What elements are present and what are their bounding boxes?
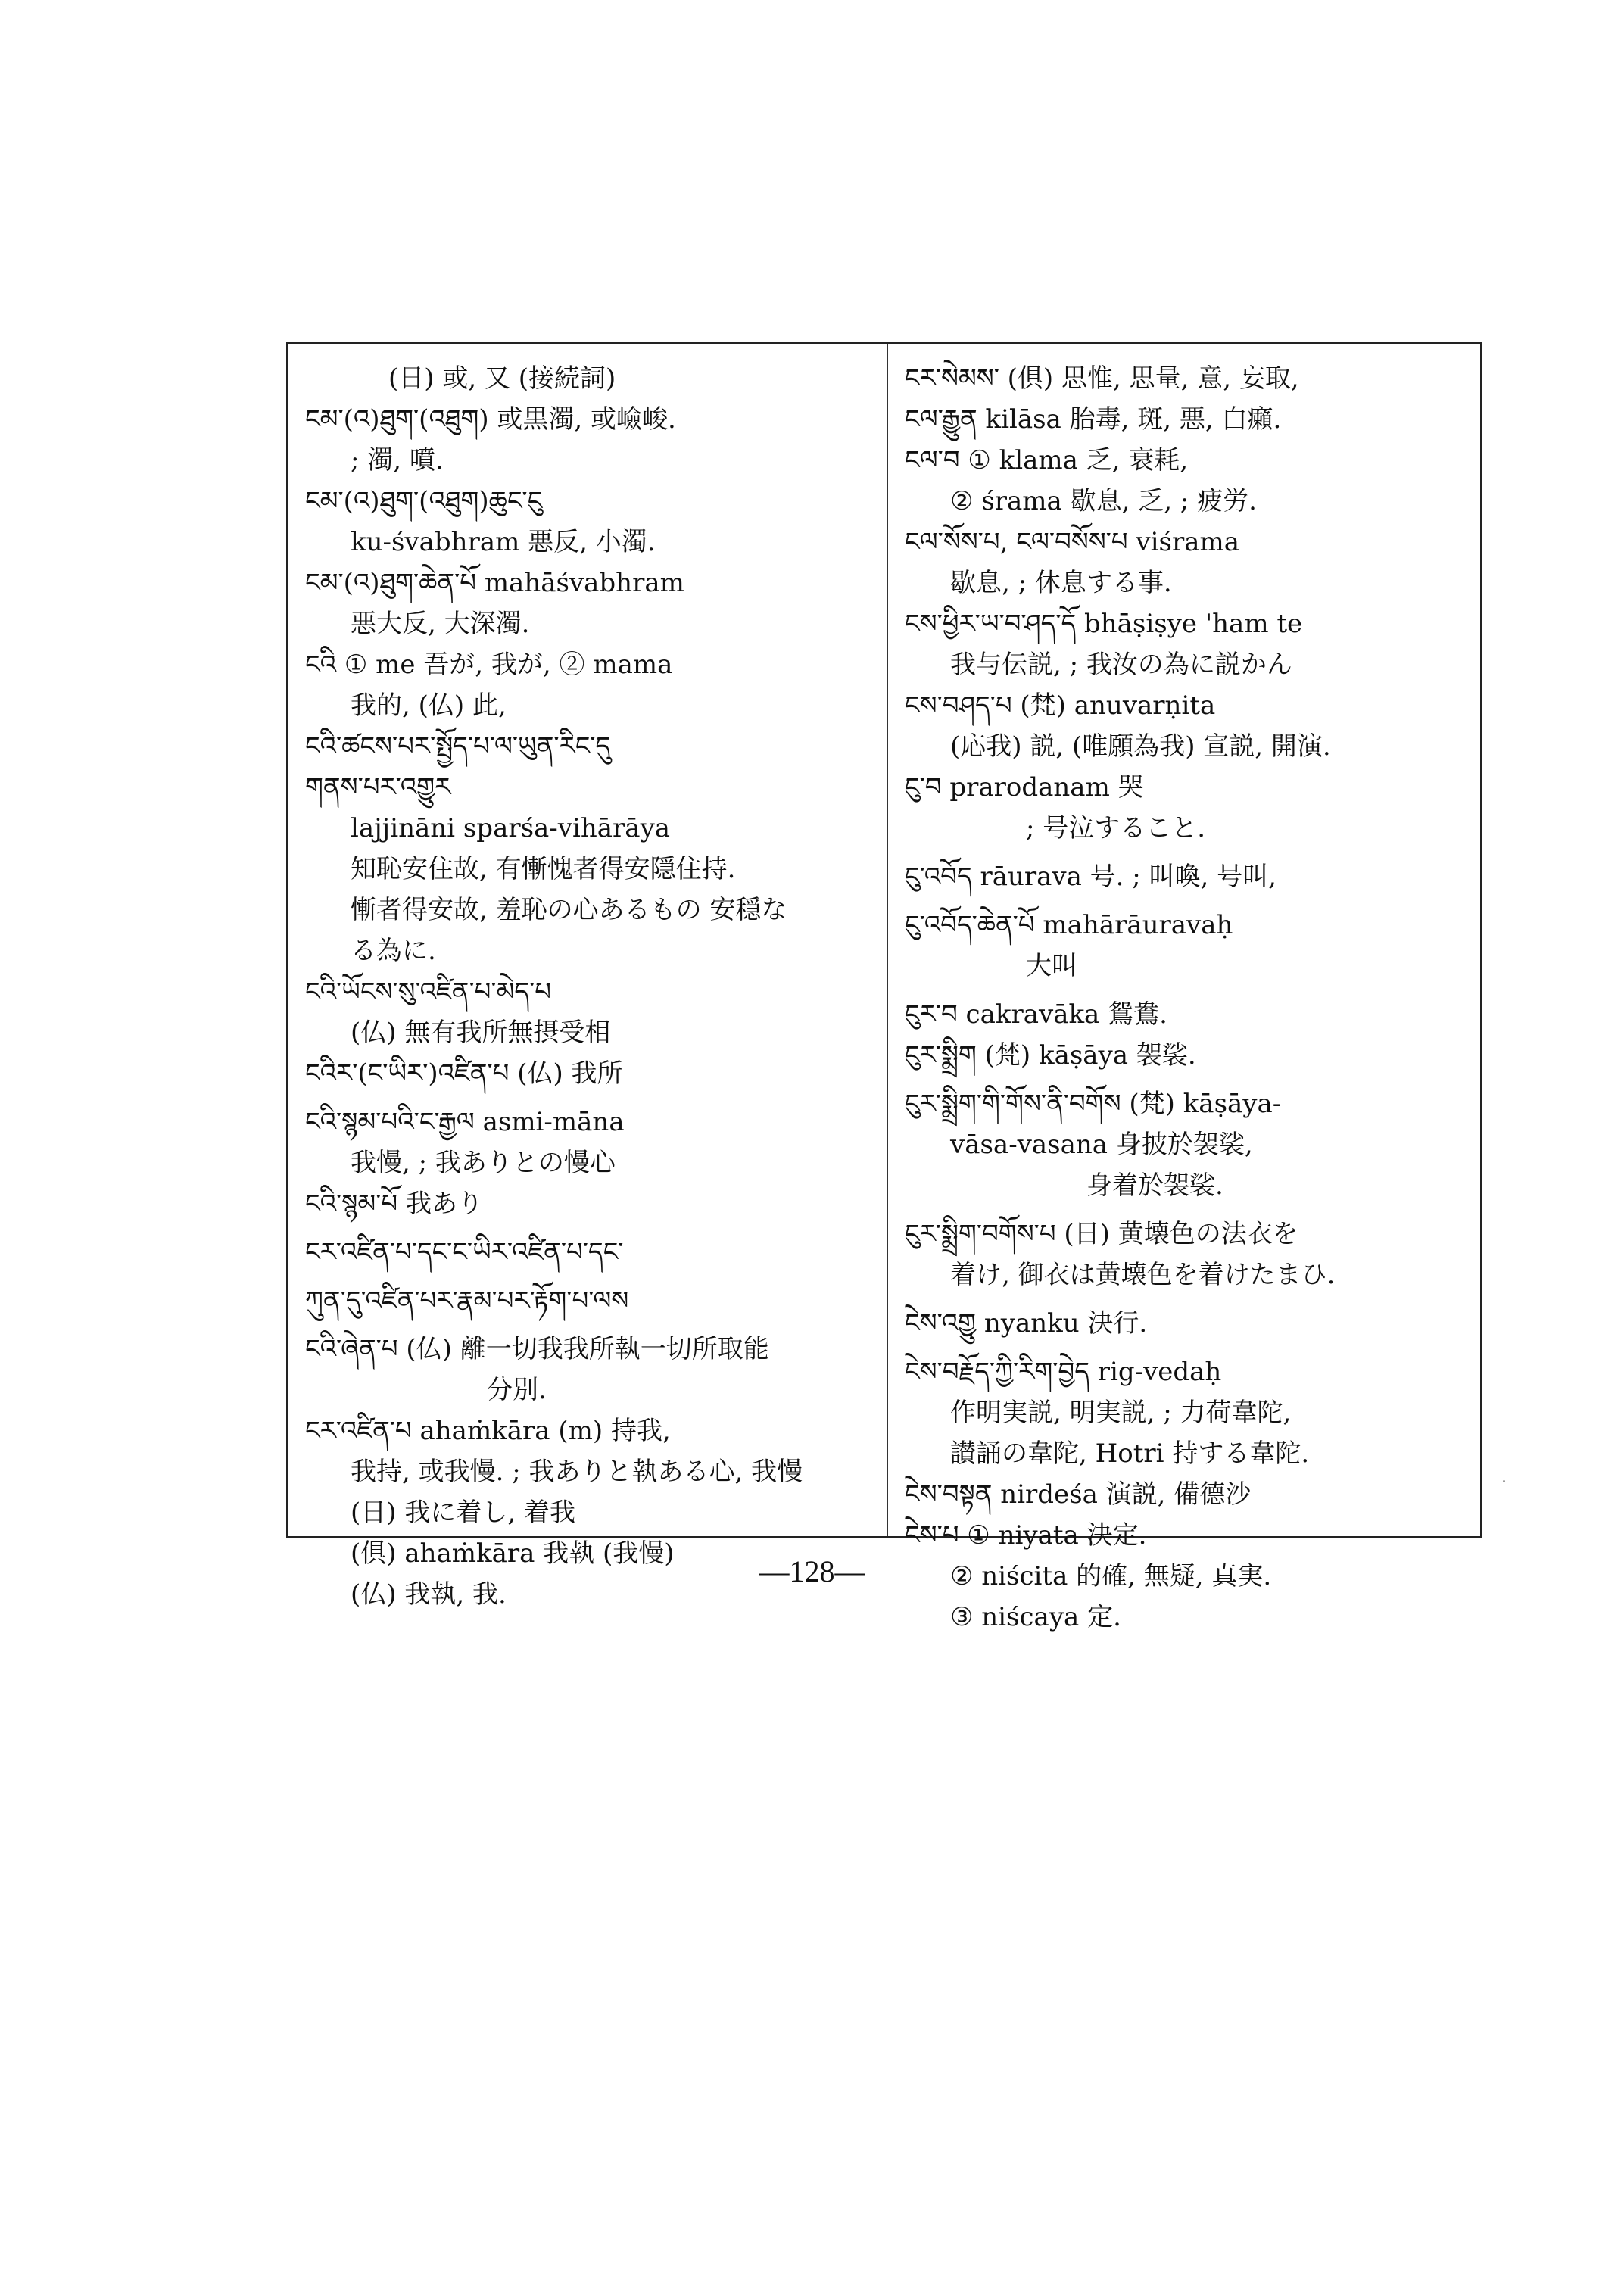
dictionary-line: 我与伝説, ; 我汝の為に説かん: [950, 650, 1292, 680]
dictionary-line: ; 号泣すること.: [1026, 813, 1206, 843]
dictionary-line: ② niścita 的確, 無疑, 真実.: [950, 1561, 1272, 1591]
dictionary-line: ངལ་བ ① klama 乏, 衰耗,: [905, 445, 1189, 475]
dictionary-line: ངའི་སྙམ་པོ 我あり: [305, 1189, 484, 1219]
dictionary-line: ངར་འཛིན་པ་དང་ང་ཡིར་འཛིན་པ་དང་: [305, 1237, 624, 1267]
dictionary-line: ངེས་འགྱུ nyanku 決行.: [905, 1308, 1148, 1339]
dictionary-line: ② śrama 歇息, 乏, ; 疲労.: [950, 486, 1257, 516]
dictionary-line: ངའི་ཞེན་པ (仏) 離一切我我所執一切所取能: [305, 1334, 769, 1364]
dictionary-line: ངའི་ཡོངས་སུ་འཛིན་པ་མེད་པ: [305, 977, 552, 1007]
dictionary-line: གནས་པར་འགྱུར: [305, 772, 451, 803]
dictionary-line: ངུར་སྨྲིག་གི་གོས་ནི་བགོས (梵) kāṣāya-: [905, 1089, 1282, 1119]
dictionary-line: 身着於袈裟.: [1086, 1170, 1223, 1201]
dictionary-line: ངར་སེམས་ (俱) 思惟, 思量, 意, 妄取,: [905, 363, 1299, 394]
scan-speck: [1503, 1480, 1505, 1482]
dictionary-line: ངའིར་(ང་ཡིར་)འཛིན་པ (仏) 我所: [305, 1058, 623, 1089]
dictionary-line: lajjināni sparśa-vihārāya: [351, 813, 671, 843]
dictionary-line: ངམ་(འ)ཐུག་(འཐུག) 或黒濁, 或嶮峻.: [305, 404, 676, 435]
dictionary-line: ངལ་རྒྱུན kilāsa 胎毒, 斑, 悪, 白癩.: [905, 404, 1282, 435]
dictionary-line: 知恥安住故, 有慚愧者得安隠住持.: [351, 854, 736, 884]
dictionary-line: 分別.: [487, 1375, 547, 1405]
dictionary-line: ③ niścaya 定.: [950, 1602, 1121, 1632]
dictionary-line: ངུར་སྨྲིག (梵) kāṣāya 袈裟.: [905, 1040, 1196, 1071]
dictionary-line: ངས་ཕྱིར་ཡ་བ་ཤད་དོ bhāṣiṣye 'ham te: [905, 609, 1303, 639]
dictionary-line: (日) 或, 又 (接続詞): [388, 363, 616, 394]
dictionary-line: 讃誦の韋陀, Hotri 持する韋陀.: [950, 1438, 1310, 1469]
dictionary-line: (仏) 我執, 我.: [351, 1579, 507, 1610]
dictionary-line: る為に.: [351, 936, 436, 966]
dictionary-line: 歇息, ; 休息する事.: [950, 568, 1172, 598]
dictionary-line: ངེས་པ ① niyata 決定.: [905, 1520, 1147, 1551]
dictionary-line: ངུར་བ cakravāka 鴛鴦.: [905, 999, 1167, 1030]
dictionary-line: 着け, 御衣は黄壊色を着けたまひ.: [950, 1260, 1336, 1290]
dictionary-line: vāsa-vasana 身披於袈裟,: [950, 1130, 1253, 1160]
dictionary-line: 悪大反, 大深濁.: [351, 609, 530, 639]
dictionary-line: ངུ་འབོད rāurava 号. ; 叫喚, 号叫,: [905, 862, 1276, 892]
dictionary-line: (仏) 無有我所無摂受相: [351, 1018, 611, 1048]
dictionary-line: (応我) 説, (唯願為我) 宣説, 開演.: [950, 731, 1331, 762]
dictionary-line: ངའི ① me 吾が, 我が, ② mama: [305, 650, 673, 680]
dictionary-line: ངེས་བརྗོད་ཀྱི་རིག་བྱེད rig-vedaḥ: [905, 1357, 1222, 1387]
dictionary-line: ཀུན་དུ་འཛིན་པར་རྣམ་པར་རྟོག་པ་ལས: [305, 1286, 629, 1316]
right-column: [888, 344, 1482, 1632]
dictionary-line: 作明実説, 明実説, ; 力荷韋陀,: [950, 1398, 1292, 1428]
dictionary-line: 大叫: [1026, 951, 1077, 981]
dictionary-line: ངལ་སོས་པ, ངལ་བསོས་པ viśrama: [905, 527, 1239, 557]
dictionary-line: ངུར་སྨྲིག་བགོས་པ (日) 黄壊色の法衣を: [905, 1219, 1298, 1249]
dictionary-line: (俱) ahaṁkāra 我執 (我慢): [351, 1538, 675, 1569]
dictionary-line: ངམ་(འ)ཐུག་(འཐུག)ཆུང་ངུ: [305, 486, 543, 516]
dictionary-line: ངས་བཤད་པ (梵) anuvarṇita: [905, 690, 1216, 721]
page-number: —128—: [759, 1554, 865, 1588]
dictionary-line: ངའི་སྙམ་པའི་ང་རྒྱལ asmi-māna: [305, 1107, 625, 1137]
dictionary-line: ངར་འཛིན་པ ahaṁkāra (m) 持我,: [305, 1416, 671, 1446]
dictionary-line: ངུ་འབོད་ཆེན་པོ mahārāuravaḥ: [905, 910, 1233, 940]
dictionary-line: 我的, (仏) 此,: [351, 690, 507, 721]
dictionary-line: ku-śvabhram 悪反, 小濁.: [351, 527, 656, 557]
dictionary-line: ; 濁, 噴.: [351, 445, 444, 475]
dictionary-line: ངུ་བ prarodanam 哭: [905, 772, 1144, 803]
dictionary-line: ངའི་ཚངས་པར་སྤྱོད་པ་ལ་ཡུན་རིང་དུ: [305, 731, 611, 762]
dictionary-line: 我慢, ; 我ありとの慢心: [351, 1148, 616, 1178]
dictionary-line: ངམ་(འ)ཐུག་ཆེན་པོ mahāśvabhram: [305, 568, 684, 598]
dictionary-line: 慚者得安故, 羞恥の心あるもの 安穏な: [351, 895, 787, 925]
dictionary-line: ངེས་བསྟན nirdeśa 演説, 備德沙: [905, 1479, 1252, 1510]
dictionary-line: (日) 我に着し, 着我: [351, 1498, 575, 1528]
dictionary-line: 我持, 或我慢. ; 我ありと執ある心, 我慢: [351, 1457, 803, 1487]
